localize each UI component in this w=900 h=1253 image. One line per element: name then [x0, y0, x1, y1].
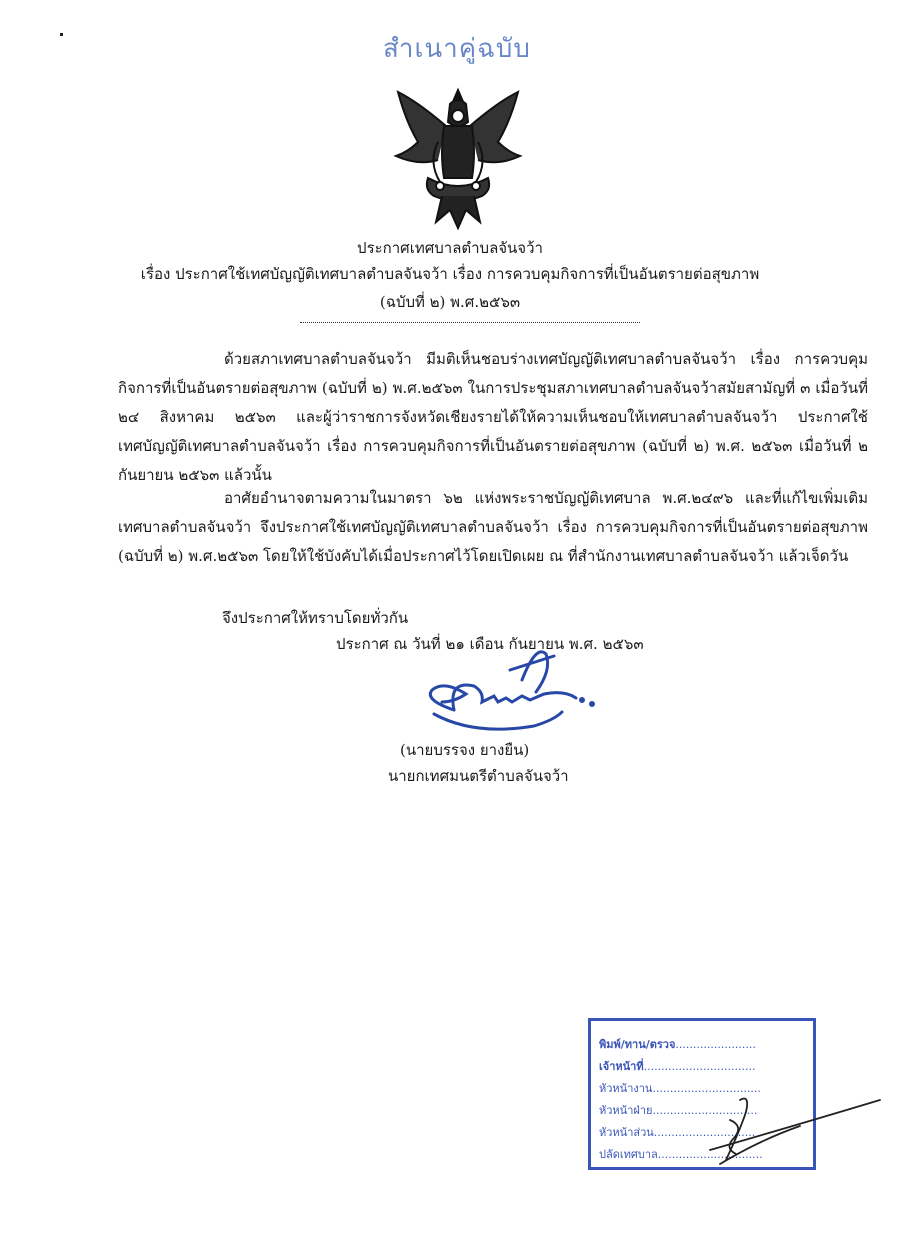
stamp-row-division-head: หัวหน้าฝ่าย.............................. — [599, 1104, 758, 1117]
scan-speck — [60, 33, 63, 36]
copy-stamp: สำเนาคู่ฉบับ — [383, 34, 531, 64]
signatory-name: (นายบรรจง ยางยืน) — [400, 741, 530, 759]
paragraph-1-text: ด้วยสภาเทศบาลตำบลจันจว้า มีมติเห็นชอบร่างเทศบัญญัติเทศบาลตำบลจันจว้า เรื่อง การควบคุมกิจการที่เป็นอันตรายต่อสุขภาพ (ฉบับที่ ๒) พ.ศ.๒๕๖๓ ในการประชุมสภาเทศบาลตำบลจันจว้าสมัยสามัญที่ ๓ เมื่อวันที่ ๒๔ สิงหาคม ๒๕๖๓ และผู้ว่าราชการจังหวัดเชียงรายได้ให้ความเห็นชอบให้เทศบาลตำบลจันจว้า ประกาศใช้เทศบัญญัติเทศบาลตำบลจันจว้า เรื่อง การควบคุมกิจการที่เป็นอันตรายต่อสุขภาพ (ฉบับที่ ๒) พ.ศ. ๒๕๖๓ เมื่อวันที่ ๒ กันยายน ๒๕๖๓ แล้วนั้น — [118, 350, 868, 484]
stamp-row-typist: พิมพ์/ทาน/ตรวจ....................... — [599, 1038, 756, 1051]
stamp-row-section-head: หัวหน้างาน............................... — [599, 1082, 761, 1095]
mayor-signature — [414, 640, 614, 750]
stamp-row-deputy: ปลัดเทศบาล.............................. — [599, 1148, 763, 1161]
paragraph-2-text: อาศัยอำนาจตามความในมาตรา ๖๒ แห่งพระราชบัญญัติเทศบาล พ.ศ.๒๔๙๖ และที่แก้ไขเพิ่มเติม เทศบาลตำบลจันจว้า จึงประกาศใช้เทศบัญญัติเทศบาลตำบลจันจว้า เรื่อง การควบคุมกิจการที่เป็นอันตรายต่อสุขภาพ (ฉบับที่ ๒) พ.ศ.๒๕๖๓ โดยให้ใช้บังคับได้เมื่อประกาศไว้โดยเปิดเผย ณ ที่สำนักงานเทศบาลตำบลจันจว้า แล้วเจ็ดวัน — [118, 489, 868, 565]
body-paragraph-2 — [118, 484, 868, 571]
stamp-row-department-head: หัวหน้าส่วน............................. — [599, 1126, 756, 1139]
dotted-divider — [300, 322, 640, 323]
closing-line: จึงประกาศให้ทราบโดยทั่วกัน — [222, 609, 409, 627]
signatory-title: นายกเทศมนตรีตำบลจันจว้า — [388, 767, 569, 785]
announcement-heading: ประกาศเทศบาลตำบลจันจว้า — [357, 239, 543, 257]
stamp-row-officer: เจ้าหน้าที่................................ — [599, 1060, 756, 1073]
announcement-edition: (ฉบับที่ ๒) พ.ศ.๒๕๖๓ — [379, 293, 521, 311]
body-paragraph-1 — [118, 345, 868, 490]
announcement-subject: เรื่อง ประกาศใช้เทศบัญญัติเทศบาลตำบลจันจว้า เรื่อง การควบคุมกิจการที่เป็นอันตรายต่อสุขภาพ — [140, 265, 760, 283]
garuda-emblem-icon — [388, 82, 528, 232]
stamp-initials — [700, 1090, 890, 1170]
date-line: ประกาศ ณ วันที่ ๒๑ เดือน กันยายน พ.ศ. ๒๕๖๓ — [336, 635, 644, 653]
